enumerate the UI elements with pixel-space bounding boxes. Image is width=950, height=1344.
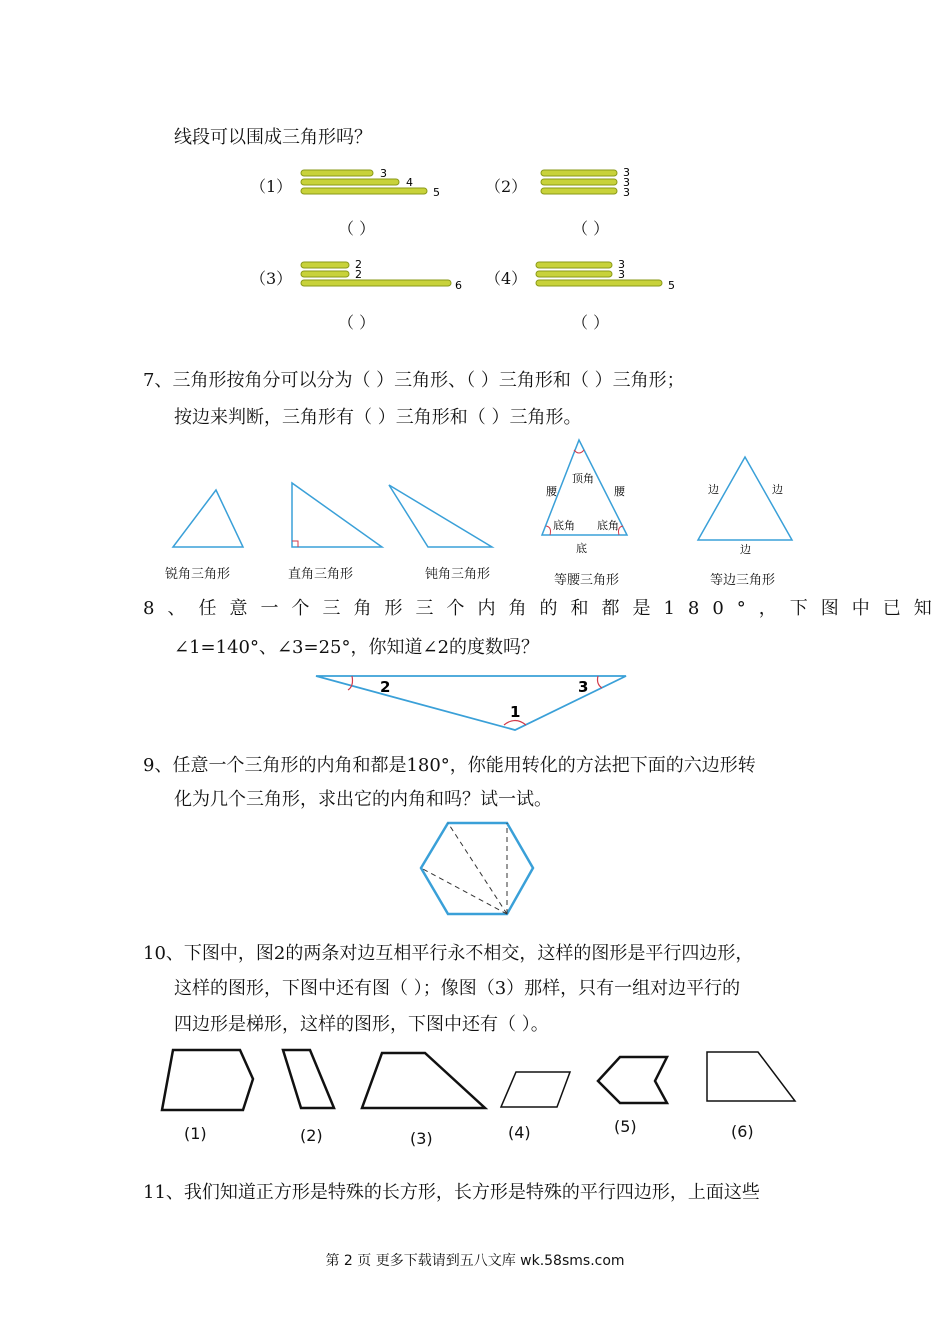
equi-side-label: 边: [740, 543, 751, 556]
q10-caption-1: (1): [184, 1124, 207, 1143]
q6-item-label: （3）: [250, 269, 293, 288]
base-angle-mark: [546, 526, 551, 535]
shape-1: [162, 1050, 253, 1110]
q6-item-label: （4）: [485, 269, 528, 288]
caption-acute: 锐角三角形: [165, 567, 231, 582]
length-label: 2: [355, 258, 362, 271]
length-label: 6: [455, 279, 462, 292]
q6-intro: 线段可以围成三角形吗？: [174, 127, 372, 148]
right-triangle: [292, 483, 382, 547]
q6-item-label: （2）: [485, 177, 528, 196]
iso-apex-label: 顶角: [572, 472, 594, 485]
q10-caption-2: (2): [300, 1126, 323, 1145]
obtuse-triangle: [389, 485, 492, 547]
shape-2: [283, 1050, 334, 1108]
triangle-types-figure: [160, 435, 810, 565]
q10-caption-5: (5): [614, 1117, 637, 1136]
acute-triangle: [173, 490, 243, 547]
q10-caption-6: (6): [731, 1122, 754, 1141]
q11-line-1: 11、我们知道正方形是特殊的长方形，长方形是特殊的平行四边形，上面这些: [143, 1182, 760, 1203]
shape-4: [501, 1072, 570, 1107]
q6-answer-blank[interactable]: （ ）: [338, 219, 376, 238]
q8-line-2: ∠1=140°、∠3=25°，你知道∠2的度数吗？: [174, 637, 540, 658]
diagonal: [448, 823, 507, 914]
segments-figure-4: [530, 254, 690, 300]
length-label: 5: [668, 279, 675, 292]
caption-equilateral: 等边三角形: [710, 573, 776, 588]
q9-line-2: 化为几个三角形，求出它的内角和吗？试一试。: [174, 789, 552, 810]
length-label: 3: [618, 258, 625, 271]
q6-answer-blank[interactable]: （ ）: [338, 313, 376, 332]
page-footer: 第 2 页 更多下载请到五八文库 wk.58sms.com: [325, 1253, 625, 1269]
q9-line-1: 9、任意一个三角形的内角和都是180°，你能用转化的方法把下面的六边形转: [143, 755, 756, 776]
caption-isosceles: 等腰三角形: [554, 573, 620, 588]
angle-label-3: 3: [578, 678, 589, 696]
length-label: 2: [355, 268, 362, 281]
q10-caption-4: (4): [508, 1123, 531, 1142]
segments-figure-3: [295, 254, 480, 300]
angle-1-mark: [504, 721, 526, 726]
q6-item-label: （1）: [250, 177, 293, 196]
shape-3: [362, 1053, 485, 1108]
shape-6: [707, 1052, 795, 1101]
right-angle-mark: [292, 541, 298, 547]
angle-2-mark: [348, 676, 353, 690]
iso-leg-label: 腰: [546, 485, 557, 498]
angle-label-1: 1: [510, 703, 521, 721]
q10-line-3: 四边形是梯形，这样的图形，下图中还有（ ）。: [174, 1014, 549, 1035]
angle-label-2: 2: [380, 678, 391, 696]
length-label: 4: [406, 176, 413, 189]
q8-line-1: 8、任意一个三角形三个内角的和都是180°，下图中已知: [143, 598, 945, 619]
iso-base-label: 底: [576, 542, 587, 555]
q7-line-1: 7、三角形按角分可以分为（ ）三角形、（ ）三角形和（ ）三角形；: [143, 370, 685, 391]
angle-triangle-figure: [310, 668, 640, 738]
length-label: 3: [623, 186, 630, 199]
quadrilaterals-figure: [155, 1045, 805, 1115]
iso-base-angle-label: 底角: [553, 519, 575, 532]
q6-answer-blank[interactable]: （ ）: [572, 313, 610, 332]
equi-side-label: 边: [708, 483, 719, 496]
angle-3-mark: [598, 676, 603, 688]
iso-leg-label: 腰: [614, 485, 625, 498]
q10-line-1: 10、下图中，图2的两条对边互相平行永不相交，这样的图形是平行四边形，: [143, 943, 754, 964]
caption-right: 直角三角形: [288, 567, 354, 582]
segments-figure-1: [295, 162, 455, 208]
q10-line-2: 这样的图形，下图中还有图（ ）；像图（3）那样，只有一组对边平行的: [174, 978, 741, 999]
length-label: 3: [380, 167, 387, 180]
equi-side-label: 边: [772, 483, 783, 496]
length-label: 5: [433, 186, 440, 199]
length-label: 3: [618, 268, 625, 281]
q6-answer-blank[interactable]: （ ）: [572, 219, 610, 238]
q10-caption-3: (3): [410, 1129, 433, 1148]
q7-line-2: 按边来判断，三角形有（ ）三角形和（ ）三角形。: [174, 407, 582, 428]
shape-5: [598, 1057, 667, 1103]
length-label: 3: [623, 176, 630, 189]
hexagon-figure: [415, 818, 540, 920]
segments-figure-2: [535, 162, 645, 208]
length-label: 3: [623, 166, 630, 179]
iso-base-angle-label: 底角: [597, 519, 619, 532]
equilateral-triangle: [698, 457, 792, 540]
caption-obtuse: 钝角三角形: [425, 567, 491, 582]
